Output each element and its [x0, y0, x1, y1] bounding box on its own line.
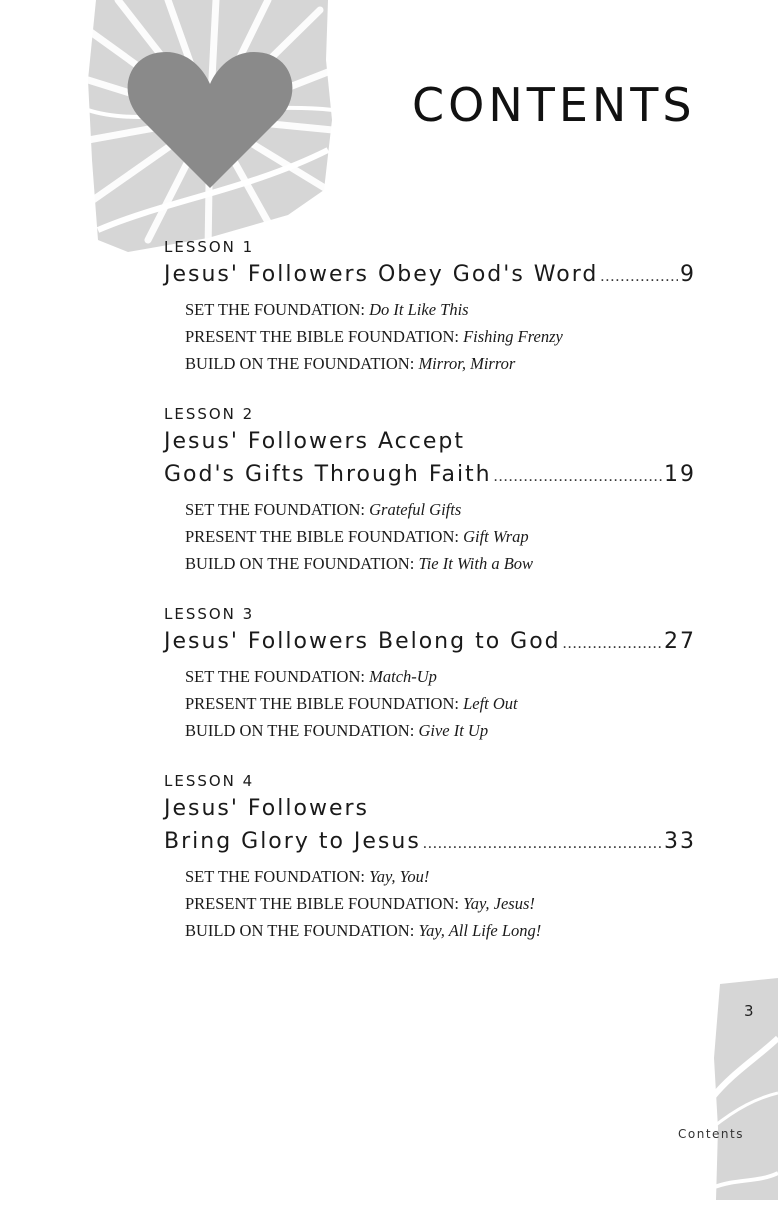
lesson-title-link[interactable]: [164, 258, 696, 293]
activity-item: BUILD ON THE FOUNDATION: Yay, All Life Long!: [185, 921, 542, 940]
activity-item: SET THE FOUNDATION: Match-Up: [185, 667, 437, 686]
lesson-entry: [164, 236, 696, 377]
lesson-entry: [164, 603, 696, 744]
lesson-title: Jesus' Followers Obey God's Word: [164, 262, 599, 287]
activity-item: BUILD ON THE FOUNDATION: Give It Up: [185, 721, 489, 740]
page-number: 9: [680, 262, 696, 287]
table-of-contents: [164, 236, 696, 970]
activity-item: SET THE FOUNDATION: Grateful Gifts: [185, 500, 462, 519]
lesson-title: Jesus' Followers Belong to God: [164, 629, 561, 654]
lesson-title-link[interactable]: [164, 825, 696, 860]
page-number: 27: [664, 629, 696, 654]
activity-item: BUILD ON THE FOUNDATION: Tie It With a Bow: [185, 554, 534, 573]
activity-item: SET THE FOUNDATION: Yay, You!: [185, 867, 430, 886]
lesson-title-link[interactable]: [164, 625, 696, 660]
lesson-label: LESSON 3: [164, 605, 255, 623]
page-number: 19: [664, 462, 696, 487]
activity-item: PRESENT THE BIBLE FOUNDATION: Yay, Jesus!: [185, 894, 535, 913]
activity-item: PRESENT THE BIBLE FOUNDATION: Gift Wrap: [185, 527, 529, 546]
lesson-entry: [164, 770, 696, 944]
lesson-title: God's Gifts Through Faith: [164, 462, 492, 487]
dot-leader: [600, 260, 678, 293]
lesson-label: LESSON 2: [164, 405, 255, 423]
lesson-title-line: Jesus' Followers Accept: [164, 429, 465, 454]
page-title: CONTENTS: [412, 78, 696, 132]
page-number: 33: [664, 829, 696, 854]
heart-sunburst-illustration: [88, 0, 333, 252]
activity-item: BUILD ON THE FOUNDATION: Mirror, Mirror: [185, 354, 516, 373]
dot-leader: [494, 460, 662, 493]
lesson-title-link[interactable]: [164, 458, 696, 493]
activity-item: PRESENT THE BIBLE FOUNDATION: Fishing Frenzy: [185, 327, 563, 346]
lesson-title: Bring Glory to Jesus: [164, 829, 421, 854]
lesson-label: LESSON 4: [164, 772, 255, 790]
dot-leader: [563, 627, 662, 660]
activity-item: SET THE FOUNDATION: Do It Like This: [185, 300, 469, 319]
lesson-title-line: Jesus' Followers: [164, 796, 369, 821]
heart-icon: [88, 0, 333, 252]
page-number-label: 3: [744, 1002, 754, 1020]
dot-leader: [423, 827, 662, 860]
lesson-entry: [164, 403, 696, 577]
lesson-label: LESSON 1: [164, 238, 255, 256]
activity-item: PRESENT THE BIBLE FOUNDATION: Left Out: [185, 694, 518, 713]
running-footer: Contents: [678, 1127, 744, 1141]
